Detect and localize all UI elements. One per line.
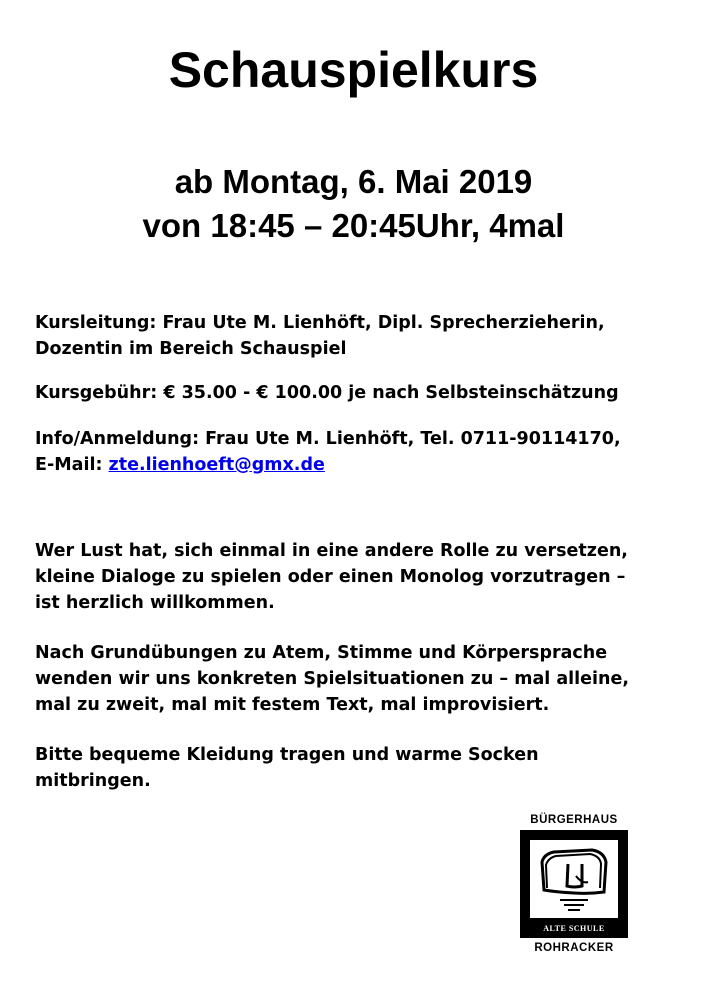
paragraph-line: Nach Grundübungen zu Atem, Stimme und Körpersprache [35,643,608,663]
email-label: E-Mail: [35,455,109,475]
registration-info [35,426,675,478]
course-leader-line: Kursleitung: Frau Ute M. Lienhöft, Dipl. Sprecherzieherin, [35,313,605,333]
logo-bottom-text: ROHRACKER [534,942,614,954]
paragraph-line: ist herzlich willkommen. [35,593,275,613]
logo-inner [530,840,618,918]
logo-top-text: BÜRGERHAUS [530,814,618,826]
clothing-paragraph [35,742,675,794]
email-link[interactable]: zte.lienhoeft@gmx.de [108,455,325,475]
paragraph-line: mal zu zweit, mal mit festem Text, mal improvisiert. [35,695,550,715]
paragraph-line: Bitte bequeme Kleidung tragen und warme Socken [35,745,539,765]
course-time: von 18:45 – 20:45Uhr, 4mal [142,207,565,244]
house-sketch-icon [530,840,618,918]
paragraph-line: wenden wir uns konkreten Spielsituationen zu – mal alleine, [35,669,630,689]
course-leader-line: Dozentin im Bereich Schauspiel [35,339,347,359]
course-start-date: ab Montag, 6. Mai 2019 [174,163,533,200]
course-fee-line: Kursgebühr: € 35.00 - € 100.00 je nach Selbsteinschätzung [35,383,619,403]
course-leader [35,310,675,362]
logo-emblem [520,830,628,938]
intro-paragraph [35,538,675,616]
course-fee [35,380,675,406]
email-line [35,452,675,478]
content-paragraph [35,640,675,718]
paragraph-line: mitbringen. [35,771,151,791]
paragraph-line: kleine Dialoge zu spielen oder einen Monolog vorzutragen – [35,567,626,587]
logo-strip-text: ALTE SCHULE [543,924,605,933]
page-title: Schauspielkurs [168,42,539,98]
registration-line: Info/Anmeldung: Frau Ute M. Lienhöft, Tel. 0711-90114170, [35,429,621,449]
paragraph-line: Wer Lust hat, sich einmal in eine andere Rolle zu versetzen, [35,541,628,561]
buergerhaus-logo [518,813,630,955]
